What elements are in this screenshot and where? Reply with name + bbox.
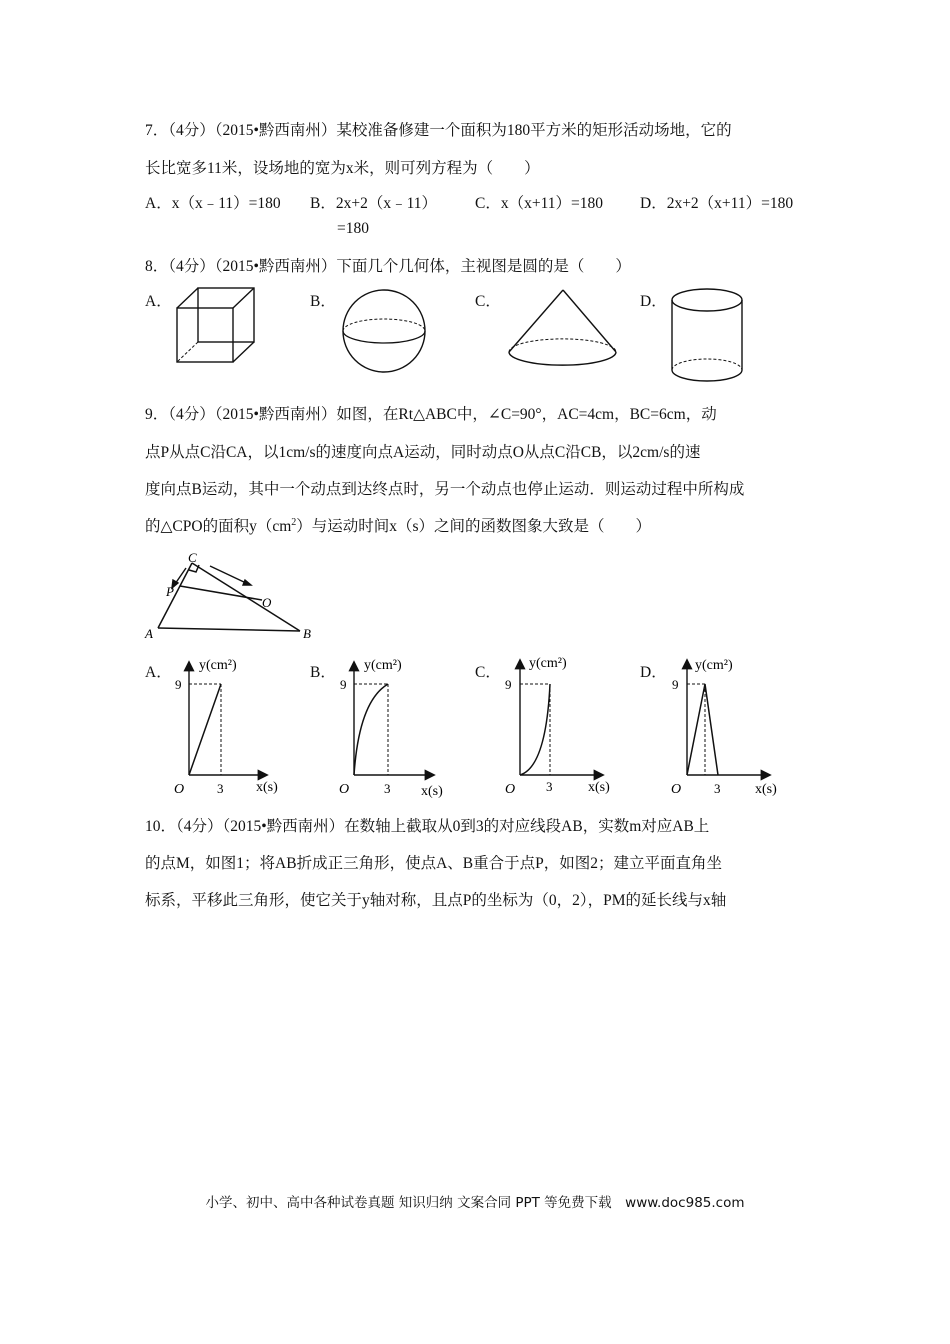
graph-c-origin: O (505, 782, 516, 797)
triangle-label-p: P (166, 584, 174, 599)
graph-c-y-label: y(cm²) (529, 656, 567, 671)
q7-option-c: C．x（x+11）=180 (475, 195, 603, 212)
graph-b-y-label: y(cm²) (364, 658, 402, 673)
graph-c-x-label: x(s) (588, 780, 610, 795)
q8-option-a: A． (145, 293, 172, 310)
q8-option-d: D． (640, 293, 667, 310)
triangle-label-a: A (145, 626, 153, 641)
q8-option-b: B． (310, 293, 336, 310)
q7-option-d: D．2x+2（x+11）=180 (640, 195, 794, 212)
graph-c-y-tick: 9 (505, 677, 512, 692)
q9-option-d: D． (640, 664, 667, 681)
triangle-figure (142, 550, 322, 644)
cube-figure (170, 284, 262, 368)
q8-stem: 8．（4分）（2015•黔西南州）下面几个几何体，主视图是圆的是（ ） (145, 258, 631, 275)
graph-d-x-tick: 3 (714, 781, 721, 796)
q7-stem-line2: 长比宽多11米，设场地的宽为x米，则可列方程为（ ） (145, 160, 540, 177)
q9-stem-line1: 9．（4分）（2015•黔西南州）如图，在Rt△ABC中，∠C=90°，AC=4cm，BC=6cm，动 (145, 406, 717, 423)
q7-option-b-continued: =180 (337, 220, 369, 237)
triangle-label-o: O (262, 595, 272, 610)
graph-b-x-label: x(s) (421, 784, 443, 799)
page-footer: 小学、初中、高中各种试卷真题 知识归纳 文案合同 PPT 等免费下载 www.doc985.com (205, 1195, 745, 1211)
q7-stem-line1: 7．（4分）（2015•黔西南州）某校准备修建一个面积为180平方米的矩形活动场地，它的 (145, 122, 732, 139)
graph-a (170, 653, 278, 799)
graph-b-origin: O (339, 782, 350, 797)
q7-option-a: A．x（x﹣11）=180 (145, 195, 281, 212)
graph-a-x-tick: 3 (217, 781, 224, 796)
q7-option-b: B．2x+2（x﹣11） (310, 195, 438, 212)
graph-a-x-label: x(s) (256, 780, 278, 795)
graph-d-origin: O (671, 782, 682, 797)
q10-stem-line2: 的点M，如图1；将AB折成正三角形，使点A、B重合于点P，如图2；建立平面直角坐 (145, 855, 722, 872)
q10-stem-line1: 10．（4分）（2015•黔西南州）在数轴上截取从0到3的对应线段AB，实数m对应AB上 (145, 818, 710, 835)
triangle-label-c: C (188, 550, 197, 565)
q8-option-c: C． (475, 293, 501, 310)
q9-option-c: C． (475, 664, 501, 681)
graph-b (335, 653, 445, 799)
graph-d-y-tick: 9 (672, 677, 679, 692)
graph-c-x-tick: 3 (546, 779, 553, 794)
q10-stem-line3: 标系，平移此三角形，使它关于y轴对称，且点P的坐标为（0，2），PM的延长线与x轴 (145, 892, 727, 909)
q9-option-a: A． (145, 664, 172, 681)
cylinder-figure (667, 284, 749, 386)
triangle-label-b: B (303, 626, 311, 641)
graph-b-y-tick: 9 (340, 677, 347, 692)
graph-c (500, 653, 618, 799)
graph-a-y-label: y(cm²) (199, 658, 237, 673)
q9-stem-line4: 的△CPO的面积$y(cm^2)$与运动时间x（s）之间的函数图象大致是（ ） (145, 516, 652, 535)
q9-stem-line3: 度向点B运动，其中一个动点到达终点时，另一个动点也停止运动．则运动过程中所构成 (145, 481, 745, 498)
graph-d-y-label: y(cm²) (695, 658, 733, 673)
graph-d (665, 653, 789, 799)
sphere-figure (338, 286, 430, 374)
q9-stem-line2: 点P从点C沿CA，以1cm/s的速度向点A运动，同时动点O从点C沿CB，以2cm/s的速 (145, 444, 701, 461)
graph-b-x-tick: 3 (384, 781, 391, 796)
q9-option-b: B． (310, 664, 336, 681)
graph-a-y-tick: 9 (175, 677, 182, 692)
graph-d-x-label: x(s) (755, 782, 777, 797)
graph-a-origin: O (174, 782, 185, 797)
cone-figure (503, 286, 623, 372)
